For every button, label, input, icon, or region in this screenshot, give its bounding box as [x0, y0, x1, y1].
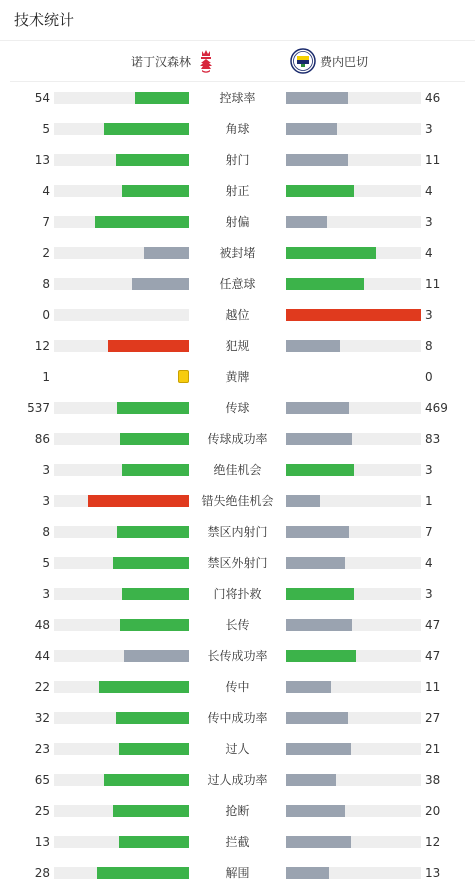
stat-row — [0, 299, 475, 330]
away-stat-value: 20 — [425, 804, 441, 818]
home-stat-bar-fill — [120, 433, 189, 445]
stat-label: 传球成功率 — [207, 432, 268, 446]
stat-row — [0, 609, 475, 640]
home-stat-bar-fill — [122, 588, 190, 600]
home-stat-bar — [54, 650, 189, 662]
home-stat-value: 65 — [34, 773, 50, 787]
away-stat-bar-fill — [286, 743, 351, 755]
away-stat-bar — [286, 464, 421, 476]
stat-row — [0, 175, 475, 206]
away-stat-value: 0 — [425, 370, 433, 384]
away-stat-bar-fill — [286, 464, 354, 476]
home-stat-bar-fill — [113, 557, 189, 569]
stat-label: 射正 — [225, 184, 250, 198]
away-stat-bar-fill — [286, 836, 351, 848]
away-stat-bar — [286, 805, 421, 817]
home-stat-value: 12 — [34, 339, 50, 353]
home-stat-value: 86 — [34, 432, 50, 446]
fenerbahce-crest-icon — [290, 48, 316, 74]
home-stat-bar — [54, 712, 189, 724]
home-stat-value: 3 — [42, 587, 50, 601]
home-stat-bar — [54, 247, 189, 259]
away-stat-bar — [286, 836, 421, 848]
away-stat-value: 38 — [425, 773, 441, 787]
away-stat-bar — [286, 92, 421, 104]
home-stat-bar — [54, 557, 189, 569]
away-stat-value: 4 — [425, 556, 433, 570]
away-team[interactable] — [290, 41, 368, 81]
away-stat-bar — [286, 278, 421, 290]
away-stat-bar — [286, 526, 421, 538]
stat-label: 传球 — [225, 401, 250, 415]
away-stat-value: 11 — [425, 680, 441, 694]
stat-row — [0, 454, 475, 485]
away-stat-value: 1 — [425, 494, 433, 508]
away-stat-bar-fill — [286, 774, 336, 786]
stat-row — [0, 237, 475, 268]
home-stat-value: 25 — [34, 804, 50, 818]
away-stat-value: 11 — [425, 277, 441, 291]
away-stat-bar — [286, 557, 421, 569]
stat-row — [0, 82, 475, 113]
away-stat-bar — [286, 247, 421, 259]
away-stat-bar — [286, 619, 421, 631]
stat-row — [0, 764, 475, 795]
stat-label: 黄牌 — [225, 370, 250, 384]
home-stat-bar — [54, 340, 189, 352]
home-stat-bar-fill — [144, 247, 189, 259]
home-stat-value: 1 — [42, 370, 50, 384]
home-stat-bar-fill — [97, 867, 189, 879]
home-stat-value: 8 — [42, 525, 50, 539]
stat-label: 角球 — [225, 122, 250, 136]
away-stat-bar-fill — [286, 216, 327, 228]
stat-row — [0, 640, 475, 671]
stat-label: 禁区内射门 — [207, 525, 268, 539]
away-stat-bar-fill — [286, 867, 329, 879]
stat-row — [0, 330, 475, 361]
away-stat-bar — [286, 650, 421, 662]
home-stat-bar-fill — [88, 495, 189, 507]
home-team[interactable] — [131, 41, 213, 81]
home-stat-bar-fill — [108, 340, 189, 352]
away-stat-bar — [286, 123, 421, 135]
stat-label: 绝佳机会 — [213, 463, 262, 477]
home-stat-bar — [54, 185, 189, 197]
teams-header — [10, 41, 465, 82]
home-stat-bar-fill — [113, 805, 189, 817]
away-stat-value: 7 — [425, 525, 433, 539]
home-stat-value: 2 — [42, 246, 50, 260]
away-stat-value: 47 — [425, 618, 441, 632]
home-stat-value: 4 — [42, 184, 50, 198]
away-stat-bar-fill — [286, 495, 320, 507]
away-stat-bar — [286, 309, 421, 321]
stat-row — [0, 485, 475, 516]
stat-row — [0, 547, 475, 578]
home-stat-bar — [54, 526, 189, 538]
home-stat-bar — [54, 495, 189, 507]
stat-row — [0, 268, 475, 299]
away-stat-value: 4 — [425, 184, 433, 198]
home-stat-bar-fill — [104, 123, 189, 135]
away-stat-bar — [286, 712, 421, 724]
away-stat-bar — [286, 433, 421, 445]
away-stat-bar-fill — [286, 526, 349, 538]
home-stat-value: 5 — [42, 122, 50, 136]
away-stat-value: 12 — [425, 835, 441, 849]
away-stat-bar-fill — [286, 278, 364, 290]
stat-row — [0, 423, 475, 454]
stat-label: 越位 — [225, 308, 250, 322]
away-stat-bar-fill — [286, 650, 356, 662]
away-stat-value: 3 — [425, 463, 433, 477]
away-stat-value: 27 — [425, 711, 441, 725]
home-stat-bar-fill — [122, 185, 190, 197]
home-stat-bar-fill — [95, 216, 190, 228]
away-stat-bar-fill — [286, 247, 376, 259]
home-stat-value: 3 — [42, 494, 50, 508]
home-stat-bar — [54, 433, 189, 445]
away-stat-bar-fill — [286, 681, 331, 693]
away-stat-bar — [286, 495, 421, 507]
home-stat-value: 7 — [42, 215, 50, 229]
yellow-card-icon — [178, 370, 189, 383]
home-stat-value: 3 — [42, 463, 50, 477]
home-stat-bar-fill — [120, 619, 189, 631]
stat-label: 射门 — [225, 153, 250, 167]
away-stat-value: 21 — [425, 742, 441, 756]
nottingham-forest-crest-icon — [199, 49, 213, 73]
away-stat-bar — [286, 340, 421, 352]
away-stat-value: 83 — [425, 432, 441, 446]
away-stat-bar — [286, 154, 421, 166]
away-stat-bar — [286, 402, 421, 414]
stat-label: 被封堵 — [219, 246, 256, 260]
home-stat-bar — [54, 216, 189, 228]
home-stat-value: 22 — [34, 680, 50, 694]
home-stat-bar-fill — [117, 526, 189, 538]
away-stat-bar — [286, 867, 421, 879]
stat-label: 解围 — [225, 866, 250, 880]
stat-label: 传中 — [225, 680, 250, 694]
home-stat-bar — [54, 278, 189, 290]
stat-row — [0, 578, 475, 609]
home-team-name: 诺丁汉森林 — [130, 54, 191, 69]
stat-label: 长传 — [225, 618, 250, 632]
home-stat-bar — [54, 805, 189, 817]
away-stat-bar — [286, 185, 421, 197]
away-stat-value: 11 — [425, 153, 441, 167]
home-stat-bar-fill — [124, 650, 189, 662]
away-team-name: 费内巴切 — [320, 54, 369, 69]
home-stat-bar — [54, 619, 189, 631]
stat-label: 拦截 — [225, 835, 250, 849]
home-stat-bar — [54, 154, 189, 166]
away-stat-value: 47 — [425, 649, 441, 663]
stat-label: 过人 — [225, 742, 250, 756]
home-stat-bar-fill — [122, 464, 190, 476]
away-stat-bar — [286, 588, 421, 600]
stat-label: 任意球 — [219, 277, 256, 291]
away-stat-value: 3 — [425, 587, 433, 601]
home-stat-bar — [54, 681, 189, 693]
stat-row — [0, 392, 475, 423]
home-stat-value: 23 — [34, 742, 50, 756]
home-stat-bar — [54, 309, 189, 321]
home-stat-value: 48 — [34, 618, 50, 632]
away-stat-bar-fill — [286, 185, 354, 197]
home-stat-bar — [54, 92, 189, 104]
stat-row — [0, 361, 475, 392]
stat-row — [0, 702, 475, 733]
away-stat-bar-fill — [286, 154, 348, 166]
away-stat-value: 3 — [425, 122, 433, 136]
away-stat-value: 3 — [425, 308, 433, 322]
away-stat-bar-fill — [286, 402, 349, 414]
stat-label: 传中成功率 — [207, 711, 268, 725]
stat-row — [0, 144, 475, 175]
away-stat-bar-fill — [286, 619, 352, 631]
stat-row — [0, 857, 475, 888]
away-stat-bar-fill — [286, 557, 345, 569]
home-stat-bar-fill — [135, 92, 189, 104]
home-stat-bar — [54, 123, 189, 135]
home-stat-value: 44 — [34, 649, 50, 663]
away-stat-bar — [286, 743, 421, 755]
away-stat-bar-fill — [286, 433, 352, 445]
home-stat-bar — [54, 743, 189, 755]
away-stat-bar-fill — [286, 712, 348, 724]
home-stat-bar-fill — [119, 743, 189, 755]
away-stat-bar-fill — [286, 309, 421, 321]
away-stat-bar-fill — [286, 340, 340, 352]
stat-label: 射偏 — [225, 215, 250, 229]
home-stat-bar-fill — [116, 154, 189, 166]
home-stat-bar-fill — [104, 774, 189, 786]
away-stat-value: 469 — [425, 401, 448, 415]
stat-label: 长传成功率 — [207, 649, 268, 663]
away-stat-bar-fill — [286, 123, 337, 135]
home-stat-bar — [54, 774, 189, 786]
home-stat-value: 0 — [42, 308, 50, 322]
stat-row — [0, 826, 475, 857]
stat-label: 犯规 — [225, 339, 250, 353]
home-stat-value: 28 — [34, 866, 50, 880]
stat-row — [0, 113, 475, 144]
home-stat-bar — [54, 867, 189, 879]
home-stat-value: 54 — [34, 91, 50, 105]
stat-row — [0, 206, 475, 237]
home-stat-bar-fill — [132, 278, 189, 290]
home-stat-bar — [54, 402, 189, 414]
stat-label: 过人成功率 — [207, 773, 268, 787]
home-stat-bar-fill — [117, 402, 189, 414]
stat-row — [0, 733, 475, 764]
home-stat-value: 8 — [42, 277, 50, 291]
page-title: 技术统计 — [0, 0, 475, 41]
home-stat-value: 13 — [34, 835, 50, 849]
home-stat-bar-fill — [99, 681, 189, 693]
home-stat-bar-fill — [119, 836, 189, 848]
away-stat-value: 4 — [425, 246, 433, 260]
away-stat-bar — [286, 681, 421, 693]
home-stat-value: 32 — [34, 711, 50, 725]
home-stat-value: 13 — [34, 153, 50, 167]
away-stat-bar-fill — [286, 588, 354, 600]
away-stat-bar — [286, 774, 421, 786]
home-stat-value: 5 — [42, 556, 50, 570]
away-stat-bar — [286, 216, 421, 228]
stat-label: 错失绝佳机会 — [201, 494, 274, 508]
away-stat-bar-fill — [286, 92, 348, 104]
stat-label: 控球率 — [219, 91, 256, 105]
stat-row — [0, 795, 475, 826]
away-stat-value: 8 — [425, 339, 433, 353]
home-stat-bar — [54, 836, 189, 848]
stat-row — [0, 671, 475, 702]
home-stat-bar — [54, 588, 189, 600]
away-stat-value: 3 — [425, 215, 433, 229]
stat-label: 抢断 — [225, 804, 250, 818]
stat-label: 禁区外射门 — [207, 556, 268, 570]
stat-label: 门将扑救 — [213, 587, 262, 601]
home-stat-value: 537 — [27, 401, 50, 415]
stats-list — [0, 82, 475, 888]
home-stat-bar — [54, 464, 189, 476]
stat-row — [0, 516, 475, 547]
away-stat-bar-fill — [286, 805, 345, 817]
home-stat-bar-fill — [116, 712, 189, 724]
away-stat-value: 13 — [425, 866, 441, 880]
away-stat-value: 46 — [425, 91, 441, 105]
